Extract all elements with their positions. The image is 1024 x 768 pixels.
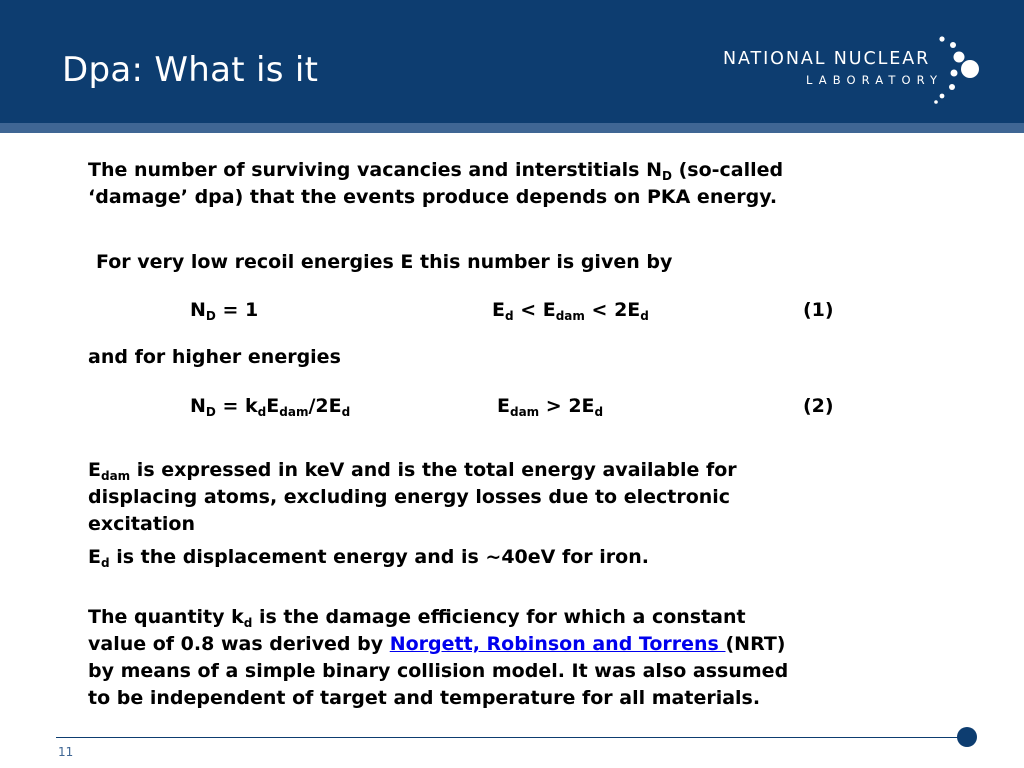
eq1-condition: $E_d < E_{dam} < 2E_d$ — [492, 299, 649, 323]
eq2-number: (2) — [803, 395, 834, 417]
page-number: 11 — [58, 745, 74, 759]
kd-paragraph: The quantity $k_d$ is the damage efficiency for which a constant value of 0.8 was derived by Norgett, Robinson and Torrens (NRT) by means of a simple binary collision model. It was also assumed to be independent of target and temperature for all materials. — [88, 606, 789, 709]
edam-definition: $E_{dam}$ is expressed in keV and is the total energy available for displacing atoms, excluding energy losses due to electronic excitation — [88, 459, 737, 535]
footer-divider — [56, 737, 968, 738]
logo-dots-icon — [930, 32, 1000, 108]
equation-2 — [88, 393, 948, 420]
ed-definition: $E_d$ is the displacement energy and is ~40eV for iron. — [88, 546, 649, 570]
logo — [720, 32, 1000, 108]
slide-title: Dpa: What is it — [62, 50, 319, 90]
footer-dot-icon — [957, 727, 977, 747]
equation-1 — [88, 297, 948, 324]
intro-paragraph: The number of surviving vacancies and interstitials $N_D$ (so-called ‘damage’ dpa) that the events produce depends on PKA energy. — [88, 159, 784, 208]
header-stripe — [0, 123, 1024, 133]
eq1-lhs: $N_D = 1$ — [190, 299, 259, 323]
eq2-condition: $E_{dam} > 2E_d$ — [497, 395, 604, 419]
higher-energies-text: and for higher energies — [88, 346, 341, 368]
eq2-lhs: $N_D = k_dE_{dam}/2E_d$ — [190, 395, 351, 419]
low-energy-intro: For very low recoil energies E this number is given by — [96, 251, 673, 273]
nrt-reference-link[interactable]: Norgett, Robinson and Torrens — [389, 633, 726, 655]
logo-text-line2: LABORATORY — [806, 73, 944, 87]
eq1-number: (1) — [803, 299, 834, 321]
logo-text-line1: NATIONAL NUCLEAR — [723, 49, 931, 69]
